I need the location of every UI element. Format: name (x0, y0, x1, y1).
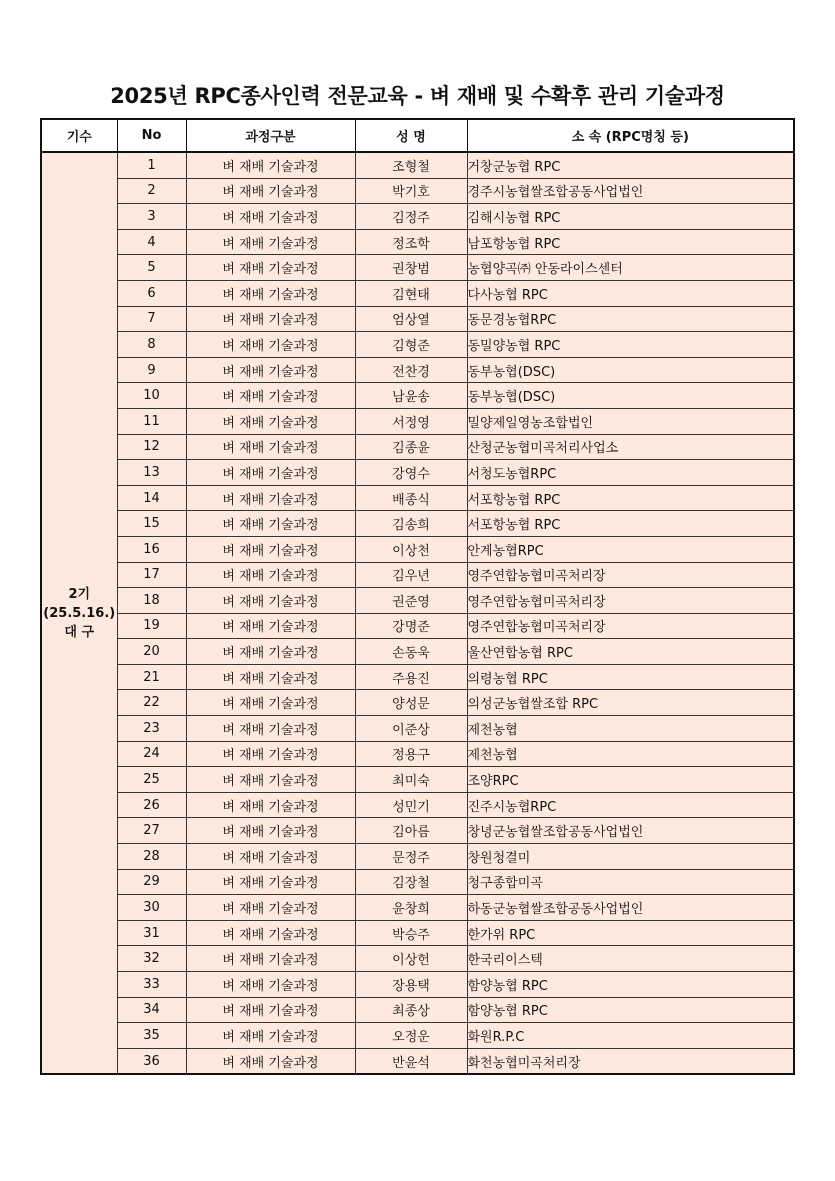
affiliation-cell: 동부농협(DSC) (467, 357, 794, 383)
row-number: 4 (117, 229, 186, 255)
table-row (41, 844, 794, 870)
name-cell: 김정주 (355, 204, 467, 230)
document-title: 2025년 RPC종사인력 전문교육 - 벼 재배 및 수확후 관리 기술과정 (110, 84, 725, 108)
name-cell: 정용구 (355, 741, 467, 767)
table-row (41, 741, 794, 767)
affiliation-cell: 청구종합미곡 (467, 869, 794, 895)
course-cell: 벼 재배 기술과정 (186, 844, 355, 870)
name-cell: 정조학 (355, 229, 467, 255)
course-cell: 벼 재배 기술과정 (186, 255, 355, 281)
name-cell: 서정영 (355, 408, 467, 434)
name-cell: 박승주 (355, 920, 467, 946)
row-number: 26 (117, 792, 186, 818)
row-number: 18 (117, 588, 186, 614)
table-row (41, 792, 794, 818)
course-cell: 벼 재배 기술과정 (186, 332, 355, 358)
course-cell: 벼 재배 기술과정 (186, 895, 355, 921)
affiliation-cell: 함양농협 RPC (467, 972, 794, 998)
row-number: 19 (117, 613, 186, 639)
affiliation-cell: 영주연합농협미곡처리장 (467, 588, 794, 614)
table-row (41, 332, 794, 358)
table-row (41, 639, 794, 665)
row-number: 21 (117, 664, 186, 690)
affiliation-cell: 의성군농협쌀조합 RPC (467, 690, 794, 716)
header-generation: 기수 (41, 119, 117, 152)
affiliation-cell: 창원청결미 (467, 844, 794, 870)
name-cell: 김종윤 (355, 434, 467, 460)
course-cell: 벼 재배 기술과정 (186, 434, 355, 460)
name-cell: 김아름 (355, 818, 467, 844)
table-row (41, 920, 794, 946)
header-name: 성 명 (355, 119, 467, 152)
table-row (41, 716, 794, 742)
row-number: 25 (117, 767, 186, 793)
course-cell: 벼 재배 기술과정 (186, 204, 355, 230)
affiliation-cell: 화원R.P.C (467, 1023, 794, 1049)
course-cell: 벼 재배 기술과정 (186, 664, 355, 690)
affiliation-cell: 경주시농협쌀조합공동사업법인 (467, 178, 794, 204)
name-cell: 엄상열 (355, 306, 467, 332)
table-row (41, 255, 794, 281)
affiliation-cell: 남포항농협 RPC (467, 229, 794, 255)
table-row (41, 485, 794, 511)
course-cell: 벼 재배 기술과정 (186, 972, 355, 998)
affiliation-cell: 한국리이스텍 (467, 946, 794, 972)
course-cell: 벼 재배 기술과정 (186, 920, 355, 946)
affiliation-cell: 창녕군농협쌀조합공동사업법인 (467, 818, 794, 844)
course-cell: 벼 재배 기술과정 (186, 383, 355, 409)
row-number: 13 (117, 460, 186, 486)
row-number: 12 (117, 434, 186, 460)
name-cell: 오정운 (355, 1023, 467, 1049)
course-cell: 벼 재배 기술과정 (186, 178, 355, 204)
generation-label: 2기 (68, 586, 91, 602)
generation-date: (25.5.16.) (43, 605, 116, 621)
row-number: 31 (117, 920, 186, 946)
course-cell: 벼 재배 기술과정 (186, 690, 355, 716)
name-cell: 최미숙 (355, 767, 467, 793)
name-cell: 김형준 (355, 332, 467, 358)
course-cell: 벼 재배 기술과정 (186, 536, 355, 562)
row-number: 16 (117, 536, 186, 562)
name-cell: 김장철 (355, 869, 467, 895)
table-row (41, 690, 794, 716)
name-cell: 주용진 (355, 664, 467, 690)
table-row (41, 972, 794, 998)
row-number: 9 (117, 357, 186, 383)
name-cell: 이상천 (355, 536, 467, 562)
row-number: 8 (117, 332, 186, 358)
table-header (41, 119, 794, 152)
affiliation-cell: 화천농협미곡처리장 (467, 1048, 794, 1074)
row-number: 15 (117, 511, 186, 537)
name-cell: 김우년 (355, 562, 467, 588)
affiliation-cell: 동문경농협RPC (467, 306, 794, 332)
table-row (41, 204, 794, 230)
name-cell: 반윤석 (355, 1048, 467, 1074)
name-cell: 조형철 (355, 152, 467, 178)
table-row (41, 536, 794, 562)
row-number: 10 (117, 383, 186, 409)
name-cell: 강명준 (355, 613, 467, 639)
name-cell: 김송희 (355, 511, 467, 537)
table-row (41, 767, 794, 793)
table-row (41, 818, 794, 844)
affiliation-cell: 하동군농협쌀조합공동사업법인 (467, 895, 794, 921)
table-row (41, 460, 794, 486)
row-number: 11 (117, 408, 186, 434)
table-row (41, 895, 794, 921)
course-cell: 벼 재배 기술과정 (186, 767, 355, 793)
name-cell: 박기호 (355, 178, 467, 204)
course-cell: 벼 재배 기술과정 (186, 716, 355, 742)
affiliation-cell: 서청도농협RPC (467, 460, 794, 486)
table-row (41, 280, 794, 306)
row-number: 1 (117, 152, 186, 178)
course-cell: 벼 재배 기술과정 (186, 511, 355, 537)
row-number: 29 (117, 869, 186, 895)
affiliation-cell: 동부농협(DSC) (467, 383, 794, 409)
row-number: 36 (117, 1048, 186, 1074)
row-number: 6 (117, 280, 186, 306)
row-number: 23 (117, 716, 186, 742)
course-cell: 벼 재배 기술과정 (186, 1048, 355, 1074)
roster-table (40, 118, 795, 1075)
course-cell: 벼 재배 기술과정 (186, 588, 355, 614)
course-cell: 벼 재배 기술과정 (186, 306, 355, 332)
table-row (41, 306, 794, 332)
row-number: 32 (117, 946, 186, 972)
row-number: 2 (117, 178, 186, 204)
name-cell: 최종상 (355, 997, 467, 1023)
table-row (41, 588, 794, 614)
affiliation-cell: 제천농협 (467, 716, 794, 742)
row-number: 30 (117, 895, 186, 921)
table-row (41, 357, 794, 383)
name-cell: 남윤송 (355, 383, 467, 409)
name-cell: 권준영 (355, 588, 467, 614)
affiliation-cell: 산청군농협미곡처리사업소 (467, 434, 794, 460)
name-cell: 손동욱 (355, 639, 467, 665)
table-row (41, 997, 794, 1023)
affiliation-cell: 농협양곡㈜ 안동라이스센터 (467, 255, 794, 281)
table-row (41, 562, 794, 588)
name-cell: 이준상 (355, 716, 467, 742)
table-row (41, 511, 794, 537)
row-number: 7 (117, 306, 186, 332)
table-row (41, 1023, 794, 1049)
table-row (41, 178, 794, 204)
course-cell: 벼 재배 기술과정 (186, 818, 355, 844)
header-course: 과정구분 (186, 119, 355, 152)
table-row (41, 383, 794, 409)
name-cell: 양성문 (355, 690, 467, 716)
row-number: 33 (117, 972, 186, 998)
name-cell: 윤창희 (355, 895, 467, 921)
affiliation-cell: 조양RPC (467, 767, 794, 793)
course-cell: 벼 재배 기술과정 (186, 792, 355, 818)
table-row (41, 1048, 794, 1074)
affiliation-cell: 밀양제일영농조합법인 (467, 408, 794, 434)
course-cell: 벼 재배 기술과정 (186, 639, 355, 665)
course-cell: 벼 재배 기술과정 (186, 613, 355, 639)
name-cell: 장용택 (355, 972, 467, 998)
affiliation-cell: 진주시농협RPC (467, 792, 794, 818)
table-row (41, 408, 794, 434)
affiliation-cell: 거창군농협 RPC (467, 152, 794, 178)
row-number: 17 (117, 562, 186, 588)
name-cell: 김현태 (355, 280, 467, 306)
row-number: 34 (117, 997, 186, 1023)
row-number: 28 (117, 844, 186, 870)
table-row (41, 613, 794, 639)
row-number: 22 (117, 690, 186, 716)
row-number: 24 (117, 741, 186, 767)
name-cell: 문정주 (355, 844, 467, 870)
affiliation-cell: 다사농협 RPC (467, 280, 794, 306)
table-row (41, 152, 794, 178)
affiliation-cell: 함양농협 RPC (467, 997, 794, 1023)
table-row (41, 664, 794, 690)
affiliation-cell: 안계농협RPC (467, 536, 794, 562)
name-cell: 성민기 (355, 792, 467, 818)
name-cell: 배종식 (355, 485, 467, 511)
affiliation-cell: 영주연합농협미곡처리장 (467, 562, 794, 588)
row-number: 20 (117, 639, 186, 665)
header-affiliation: 소 속 (RPC명칭 등) (467, 119, 794, 152)
course-cell: 벼 재배 기술과정 (186, 280, 355, 306)
affiliation-cell: 김해시농협 RPC (467, 204, 794, 230)
name-cell: 권창범 (355, 255, 467, 281)
affiliation-cell: 울산연합농협 RPC (467, 639, 794, 665)
name-cell: 이상헌 (355, 946, 467, 972)
course-cell: 벼 재배 기술과정 (186, 741, 355, 767)
row-number: 27 (117, 818, 186, 844)
name-cell: 전찬경 (355, 357, 467, 383)
header-no: No (117, 119, 186, 152)
affiliation-cell: 서포항농협 RPC (467, 511, 794, 537)
course-cell: 벼 재배 기술과정 (186, 997, 355, 1023)
course-cell: 벼 재배 기술과정 (186, 946, 355, 972)
affiliation-cell: 서포항농협 RPC (467, 485, 794, 511)
row-number: 14 (117, 485, 186, 511)
row-number: 35 (117, 1023, 186, 1049)
course-cell: 벼 재배 기술과정 (186, 869, 355, 895)
affiliation-cell: 영주연합농협미곡처리장 (467, 613, 794, 639)
table-row (41, 946, 794, 972)
affiliation-cell: 의령농협 RPC (467, 664, 794, 690)
course-cell: 벼 재배 기술과정 (186, 357, 355, 383)
course-cell: 벼 재배 기술과정 (186, 408, 355, 434)
table-row (41, 869, 794, 895)
course-cell: 벼 재배 기술과정 (186, 152, 355, 178)
table-row (41, 434, 794, 460)
name-cell: 강영수 (355, 460, 467, 486)
course-cell: 벼 재배 기술과정 (186, 1023, 355, 1049)
row-number: 3 (117, 204, 186, 230)
course-cell: 벼 재배 기술과정 (186, 485, 355, 511)
affiliation-cell: 동밀양농협 RPC (467, 332, 794, 358)
table-row (41, 229, 794, 255)
affiliation-cell: 한가위 RPC (467, 920, 794, 946)
course-cell: 벼 재배 기술과정 (186, 460, 355, 486)
course-cell: 벼 재배 기술과정 (186, 229, 355, 255)
generation-cell (41, 152, 117, 1074)
row-number: 5 (117, 255, 186, 281)
generation-location: 대 구 (64, 624, 95, 640)
header-row (41, 119, 794, 152)
table-body (41, 152, 794, 1074)
course-cell: 벼 재배 기술과정 (186, 562, 355, 588)
affiliation-cell: 제천농협 (467, 741, 794, 767)
